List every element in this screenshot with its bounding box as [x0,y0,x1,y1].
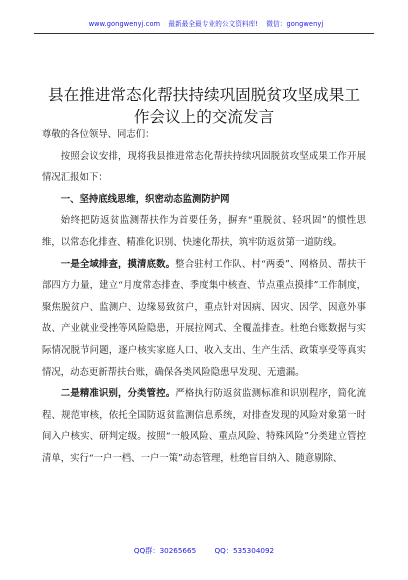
site-footer [0,546,408,556]
intro-paragraph: 按照会议安排，现将我县推进常态化帮扶持续巩固脱贫攻坚成果工作开展情况汇报如下： [42,150,366,184]
salutation: 尊敬的各位领导、同志们： [42,129,155,140]
qq-group: QQ群：30265665 [133,546,197,555]
paragraph-text-2: 严格执行防返贫监测标准和识别程序，简化流程、规范审核，依托全国防返贫监测信息系统，对排查发现的风险对象第一时间入户核实、研判定级。按照“一般风险、重点风险、特殊风险”分类建立管控清单，实行“一户一档、一户一策”动态管理，杜绝盲目纳入、随意剔除、 [42,388,366,464]
qq-contact: QQ：535304092 [214,546,275,555]
site-header [34,18,378,32]
section-1-paragraph: 始终把防返贫监测帮扶作为首要任务，摒弃“重脱贫、轻巩固”的惯性思维，以常态化排查、精准化识别、快速化帮扶，筑牢防返贫第一道防线。 [42,215,366,248]
wechat-id: 微信：gongwenyj [266,20,324,28]
paragraph-precise-identification [42,383,366,469]
site-url[interactable]: www.gongwenyj.com [88,20,161,28]
site-slogan: 最新最全最专业的公文资料库! [168,20,259,28]
title-line-1: 县在推进常态化帮扶持续巩固脱贫攻坚成果工 [48,86,360,104]
document-title [40,84,368,128]
paragraph-lead-2: 二是精准识别，分类管控。 [60,388,176,400]
paragraph-text-1: 整合驻村工作队、村“两委”、网格员、帮扶干部四方力量，建立“月度常态排查、季度集中核查、节点重点摸排”工作制度，聚焦脱贫户、监测户、边缘易致贫户，重点针对因病、因灾、因学、因意外事故、产业就业受挫等风险隐患，开展拉网式、全覆盖排查。杜绝台账数据与实际情况脱节问题，逐户核实家庭人口、收入支出、生产生活、政策享受等真实情况，动态更新帮扶台账，确保各类风险隐患早发现、无遗漏。 [42,258,366,378]
paragraph-lead-1: 一是全域排查，摸清底数。 [60,258,176,270]
paragraph-comprehensive-screening [42,254,366,384]
document-body [42,124,366,470]
section-1-heading: 一、坚持底线思维，织密动态监测防护网 [60,193,230,205]
title-line-2: 作会议上的交流发言 [133,108,275,126]
header-divider [34,33,374,34]
